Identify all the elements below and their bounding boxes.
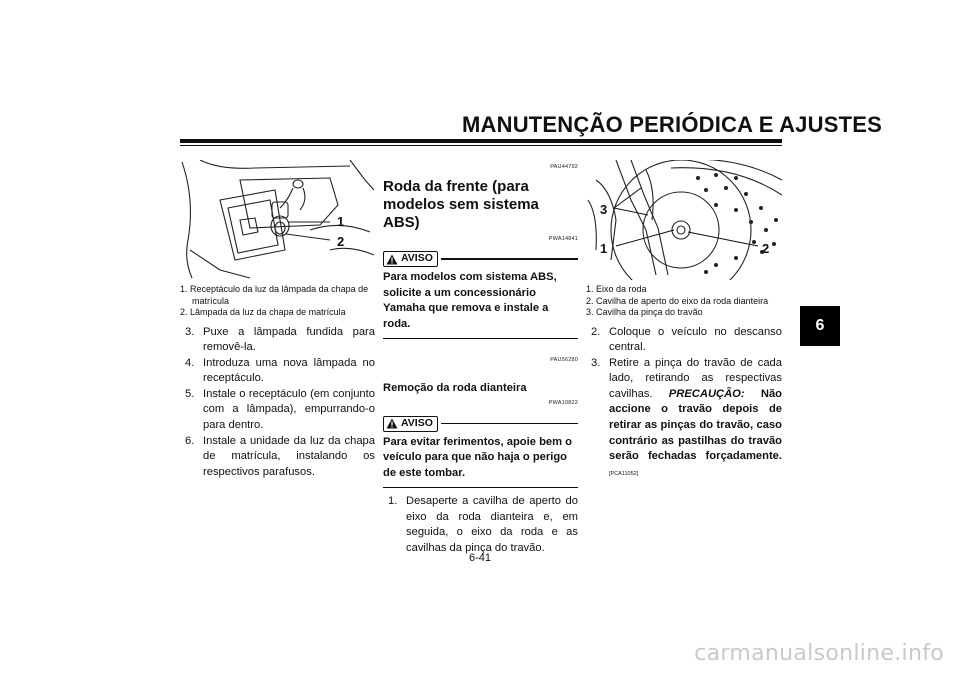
step-item	[586, 356, 782, 483]
warning-label: AVISO	[401, 252, 433, 265]
front-wheel-figure	[586, 160, 782, 280]
warning-badge	[383, 416, 438, 432]
caution-label: PRECAUÇÃO:	[668, 387, 745, 400]
license-light-illustration	[180, 160, 375, 280]
step-number: 6.	[185, 434, 195, 447]
step-number: 1.	[388, 494, 398, 507]
step-number: 4.	[185, 356, 195, 369]
steps-list	[383, 494, 578, 556]
chapter-tab[interactable]: 6	[800, 306, 840, 346]
warning-header	[383, 416, 578, 432]
caption-item: 1. Receptáculo da luz da lâmpada da chapa de matrícula	[180, 284, 369, 306]
caption-item: 2. Cavilha de aperto do eixo da roda dianteira	[586, 295, 769, 306]
warning-label: AVISO	[401, 416, 433, 429]
reference-code: PAU56280	[550, 356, 578, 363]
step-text: Puxe a lâmpada fundida para removê-la.	[203, 325, 375, 354]
warning-rule	[441, 258, 578, 259]
callout-1: 1	[337, 214, 345, 229]
right-column	[586, 160, 782, 482]
section-title: Roda da frente (para modelos sem sistema ABS)	[383, 177, 539, 231]
step-item	[383, 494, 578, 556]
title-rule	[180, 139, 782, 143]
warning-badge	[383, 251, 438, 267]
step-text: Introduza uma nova lâmpada no receptáculo.	[203, 356, 375, 385]
step-text: Coloque o veículo no descanso central.	[609, 325, 782, 354]
warning-end-rule	[383, 487, 578, 488]
callout-3: 3	[600, 202, 608, 217]
step-text: Instale a unidade da luz da chapa de matrícula, instalando os respectivos parafusos.	[203, 434, 375, 478]
left-column	[180, 160, 375, 480]
step-item	[180, 387, 375, 434]
reference-code: PWA14841	[548, 235, 578, 242]
page-title: MANUTENÇÃO PERIÓDICA E AJUSTES	[462, 112, 882, 137]
subsection-title: Remoção da roda dianteira	[383, 381, 527, 394]
step-item	[180, 325, 375, 356]
callout-2: 2	[337, 234, 345, 249]
page-number: 6-41	[468, 552, 492, 564]
warning-triangle-icon	[386, 254, 398, 265]
callout-1: 1	[600, 241, 608, 256]
step-text: Instale o receptáculo (em conjunto com a lâmpada), empurrando-o para dentro.	[203, 387, 375, 432]
reference-code: PWA10822	[548, 400, 578, 407]
reference-code: PAU44792	[550, 164, 578, 170]
caution-code: [PCA11052]	[609, 470, 639, 477]
front-wheel-illustration	[586, 160, 782, 280]
license-light-figure	[180, 160, 375, 280]
warning-text: Para evitar ferimentos, apoie bem o veículo para que não haja o perigo de este tombar.	[383, 435, 573, 479]
step-text: Retire a pinça do travão de cada lado, retirando as respectivas cavilhas.	[609, 356, 782, 400]
caution-text: Não accione o travão depois de retirar as pinças do travão, caso contrário as pastilhas do travão serão fechadas forçadamente.	[609, 387, 782, 463]
middle-column	[383, 160, 578, 556]
step-number: 3.	[185, 325, 195, 338]
step-number: 2.	[591, 325, 601, 338]
step-text: Desaperte a cavilha de aperto do eixo da roda dianteira e, em seguida, o eixo da roda e as cavilhas da pinça do travão.	[406, 494, 578, 554]
figure-caption	[180, 284, 375, 319]
steps-list	[180, 325, 375, 481]
warning-rule	[441, 423, 578, 424]
step-item	[180, 434, 375, 481]
steps-list	[586, 325, 782, 483]
caption-item: 1. Eixo da roda	[586, 284, 647, 294]
caption-item: 2. Lâmpada da luz da chapa de matrícula	[180, 307, 346, 317]
step-number: 3.	[591, 356, 601, 369]
warning-end-rule	[383, 338, 578, 339]
step-number: 5.	[185, 387, 195, 400]
caption-item: 3. Cavilha da pinça do travão	[586, 307, 703, 317]
watermark: carmanualsonline.info	[694, 641, 944, 666]
step-item	[180, 356, 375, 387]
step-item	[586, 325, 782, 356]
title-rule-thin	[180, 145, 782, 146]
callout-2: 2	[762, 241, 770, 256]
warning-header	[383, 251, 578, 267]
figure-caption	[586, 284, 782, 319]
warning-triangle-icon	[386, 418, 398, 429]
warning-text: Para modelos com sistema ABS, solicite a um concessionário Yamaha que remova e instale a roda.	[383, 271, 557, 330]
